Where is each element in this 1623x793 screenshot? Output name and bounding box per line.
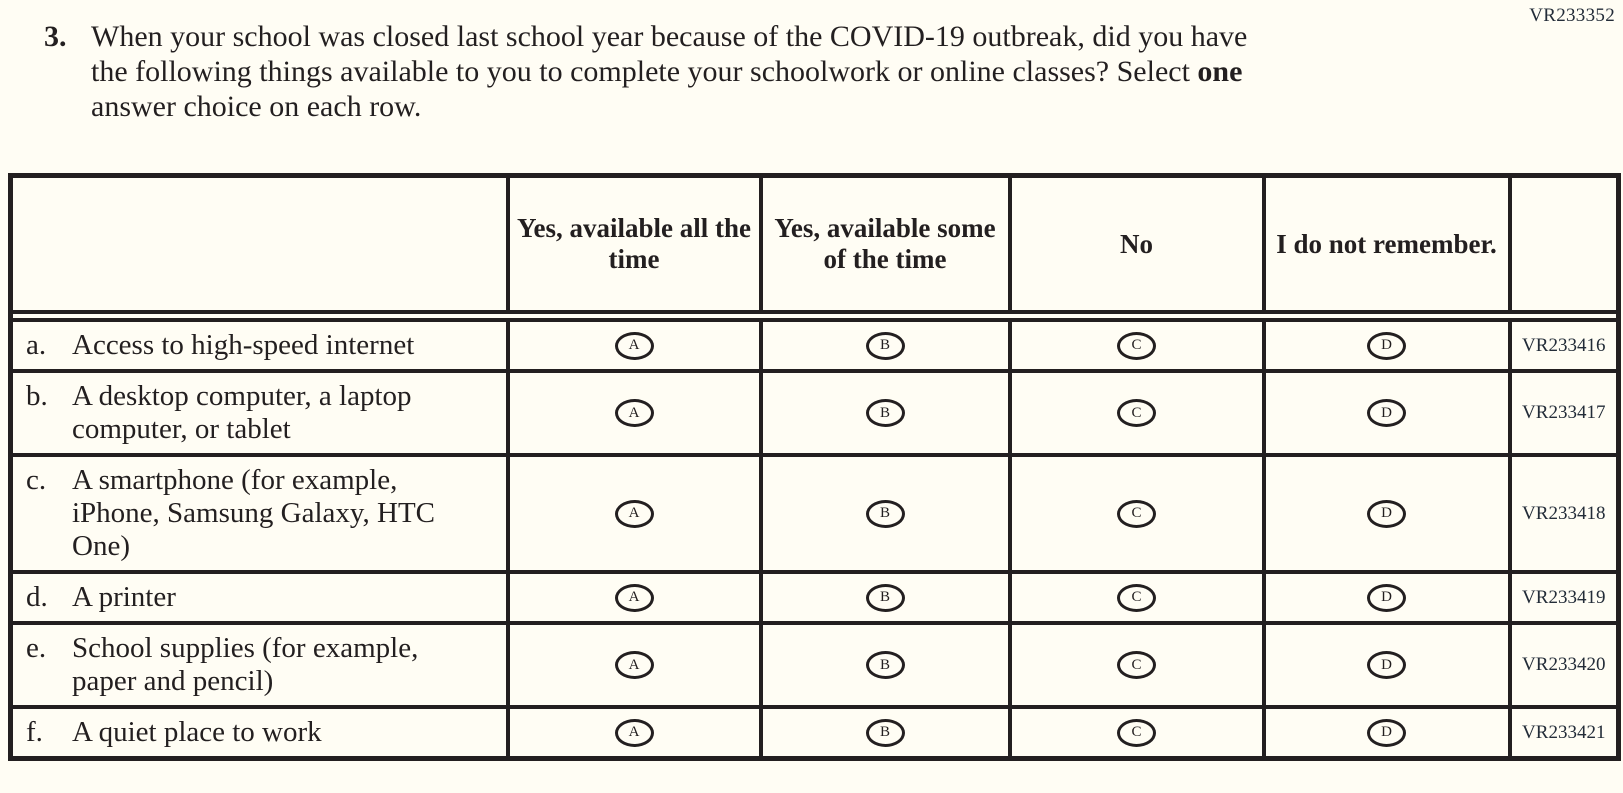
table-header	[11, 176, 1619, 321]
header-row	[11, 176, 1619, 313]
item-cell	[11, 623, 508, 707]
option-bubble-d[interactable]	[1367, 399, 1406, 427]
answer-matrix-table	[8, 173, 1621, 761]
option-bubble-letter: A	[628, 404, 640, 421]
option-bubble-letter: B	[879, 404, 890, 421]
option-bubble-letter: B	[879, 337, 890, 353]
row-code: VR233417	[1510, 371, 1619, 455]
page-form-code: VR233352	[1529, 5, 1615, 26]
option-bubble-a[interactable]	[615, 332, 654, 360]
option-cell-c	[1010, 455, 1264, 572]
option-cell-b	[761, 455, 1010, 572]
option-bubble-letter: A	[628, 505, 640, 521]
question-text-bold: one	[1197, 55, 1243, 88]
option-bubble-letter: C	[1131, 656, 1142, 673]
option-bubble-b[interactable]	[866, 332, 905, 360]
option-cell-a	[508, 455, 761, 572]
option-bubble-letter: D	[1381, 404, 1392, 421]
row-code: VR233421	[1510, 707, 1619, 759]
option-cell-b	[761, 707, 1010, 759]
row-letter: b.	[26, 380, 48, 412]
option-cell-d	[1264, 572, 1510, 623]
option-bubble-d[interactable]	[1367, 719, 1406, 747]
row-item-text: School supplies (for example, paper and pencil)	[72, 632, 419, 697]
question-block	[44, 19, 1291, 124]
option-bubble-c[interactable]	[1117, 399, 1156, 427]
table-row	[11, 371, 1619, 455]
table-row	[11, 572, 1619, 623]
option-bubble-letter: B	[879, 589, 890, 605]
option-cell-b	[761, 371, 1010, 455]
option-cell-c	[1010, 320, 1264, 371]
column-header-code	[1510, 176, 1619, 313]
option-cell-c	[1010, 707, 1264, 759]
row-item-text: A quiet place to work	[72, 716, 322, 748]
column-header-no: No	[1010, 176, 1264, 313]
row-code: VR233416	[1510, 320, 1619, 371]
option-bubble-d[interactable]	[1367, 651, 1406, 679]
option-bubble-d[interactable]	[1367, 332, 1406, 360]
question-text-part1: When your school was closed last school year because of the COVID-19 outbreak, did you have the following things available to you to complete your schoolwork or online classes? Select	[91, 20, 1248, 88]
option-bubble-letter: B	[879, 656, 890, 673]
option-cell-c	[1010, 572, 1264, 623]
option-bubble-c[interactable]	[1117, 719, 1156, 747]
option-bubble-a[interactable]	[615, 500, 654, 528]
option-bubble-b[interactable]	[866, 399, 905, 427]
option-cell-d	[1264, 320, 1510, 371]
row-code: VR233419	[1510, 572, 1619, 623]
table-row	[11, 707, 1619, 759]
option-bubble-c[interactable]	[1117, 500, 1156, 528]
item-cell	[11, 707, 508, 759]
question-text	[91, 19, 1291, 124]
row-letter: e.	[26, 632, 47, 664]
row-letter: c.	[26, 464, 47, 496]
option-bubble-letter: D	[1381, 505, 1392, 521]
table-row	[11, 455, 1619, 572]
row-item-text: A printer	[72, 581, 176, 613]
option-cell-b	[761, 320, 1010, 371]
option-cell-b	[761, 623, 1010, 707]
option-cell-a	[508, 371, 761, 455]
option-bubble-a[interactable]	[615, 651, 654, 679]
option-cell-a	[508, 572, 761, 623]
option-bubble-b[interactable]	[866, 584, 905, 612]
option-bubble-letter: C	[1131, 724, 1142, 740]
option-bubble-a[interactable]	[615, 399, 654, 427]
option-bubble-b[interactable]	[866, 651, 905, 679]
option-cell-d	[1264, 371, 1510, 455]
option-bubble-c[interactable]	[1117, 651, 1156, 679]
option-cell-b	[761, 572, 1010, 623]
answer-table-body	[11, 320, 1619, 759]
table-row	[11, 320, 1619, 371]
item-cell	[11, 455, 508, 572]
option-cell-d	[1264, 623, 1510, 707]
row-letter: a.	[26, 329, 47, 361]
question-text-part2: answer choice on each row.	[91, 90, 422, 123]
header-divider-line	[11, 312, 1619, 320]
option-bubble-letter: A	[628, 589, 640, 605]
option-bubble-c[interactable]	[1117, 584, 1156, 612]
option-bubble-b[interactable]	[866, 500, 905, 528]
row-letter: f.	[26, 716, 43, 748]
option-bubble-letter: D	[1381, 589, 1392, 605]
option-cell-a	[508, 707, 761, 759]
option-bubble-letter: D	[1381, 724, 1392, 740]
option-bubble-letter: C	[1131, 404, 1142, 421]
option-bubble-letter: A	[628, 724, 640, 740]
option-bubble-letter: C	[1131, 505, 1142, 521]
column-header-do-not-remember: I do not remember.	[1264, 176, 1510, 313]
option-bubble-letter: D	[1381, 656, 1392, 673]
option-bubble-d[interactable]	[1367, 500, 1406, 528]
option-bubble-letter: C	[1131, 589, 1142, 605]
column-header-item	[11, 176, 508, 313]
option-bubble-letter: A	[628, 337, 640, 353]
row-code: VR233420	[1510, 623, 1619, 707]
question-number: 3.	[44, 20, 67, 53]
row-code: VR233418	[1510, 455, 1619, 572]
option-cell-c	[1010, 371, 1264, 455]
option-bubble-letter: A	[628, 656, 640, 673]
option-cell-d	[1264, 455, 1510, 572]
option-bubble-letter: B	[879, 505, 890, 521]
option-bubble-b[interactable]	[866, 719, 905, 747]
item-cell	[11, 371, 508, 455]
column-header-yes-some-time: Yes, available some of the time	[761, 176, 1010, 313]
row-item-text: A smartphone (for example, iPhone, Samsung Galaxy, HTC One)	[72, 464, 436, 562]
option-bubble-letter: C	[1131, 337, 1142, 353]
option-bubble-letter: D	[1381, 337, 1392, 353]
column-header-yes-all-time: Yes, available all the time	[508, 176, 761, 313]
option-bubble-c[interactable]	[1117, 332, 1156, 360]
row-item-text: A desktop computer, a laptop computer, or tablet	[72, 380, 412, 445]
option-bubble-a[interactable]	[615, 584, 654, 612]
option-cell-a	[508, 623, 761, 707]
table-row	[11, 623, 1619, 707]
option-bubble-letter: B	[879, 724, 890, 740]
row-letter: d.	[26, 581, 48, 613]
option-bubble-d[interactable]	[1367, 584, 1406, 612]
option-cell-c	[1010, 623, 1264, 707]
option-cell-a	[508, 320, 761, 371]
option-cell-d	[1264, 707, 1510, 759]
item-cell	[11, 572, 508, 623]
item-cell	[11, 320, 508, 371]
row-item-text: Access to high-speed internet	[72, 329, 415, 361]
option-bubble-a[interactable]	[615, 719, 654, 747]
header-divider-cell	[11, 312, 1619, 320]
